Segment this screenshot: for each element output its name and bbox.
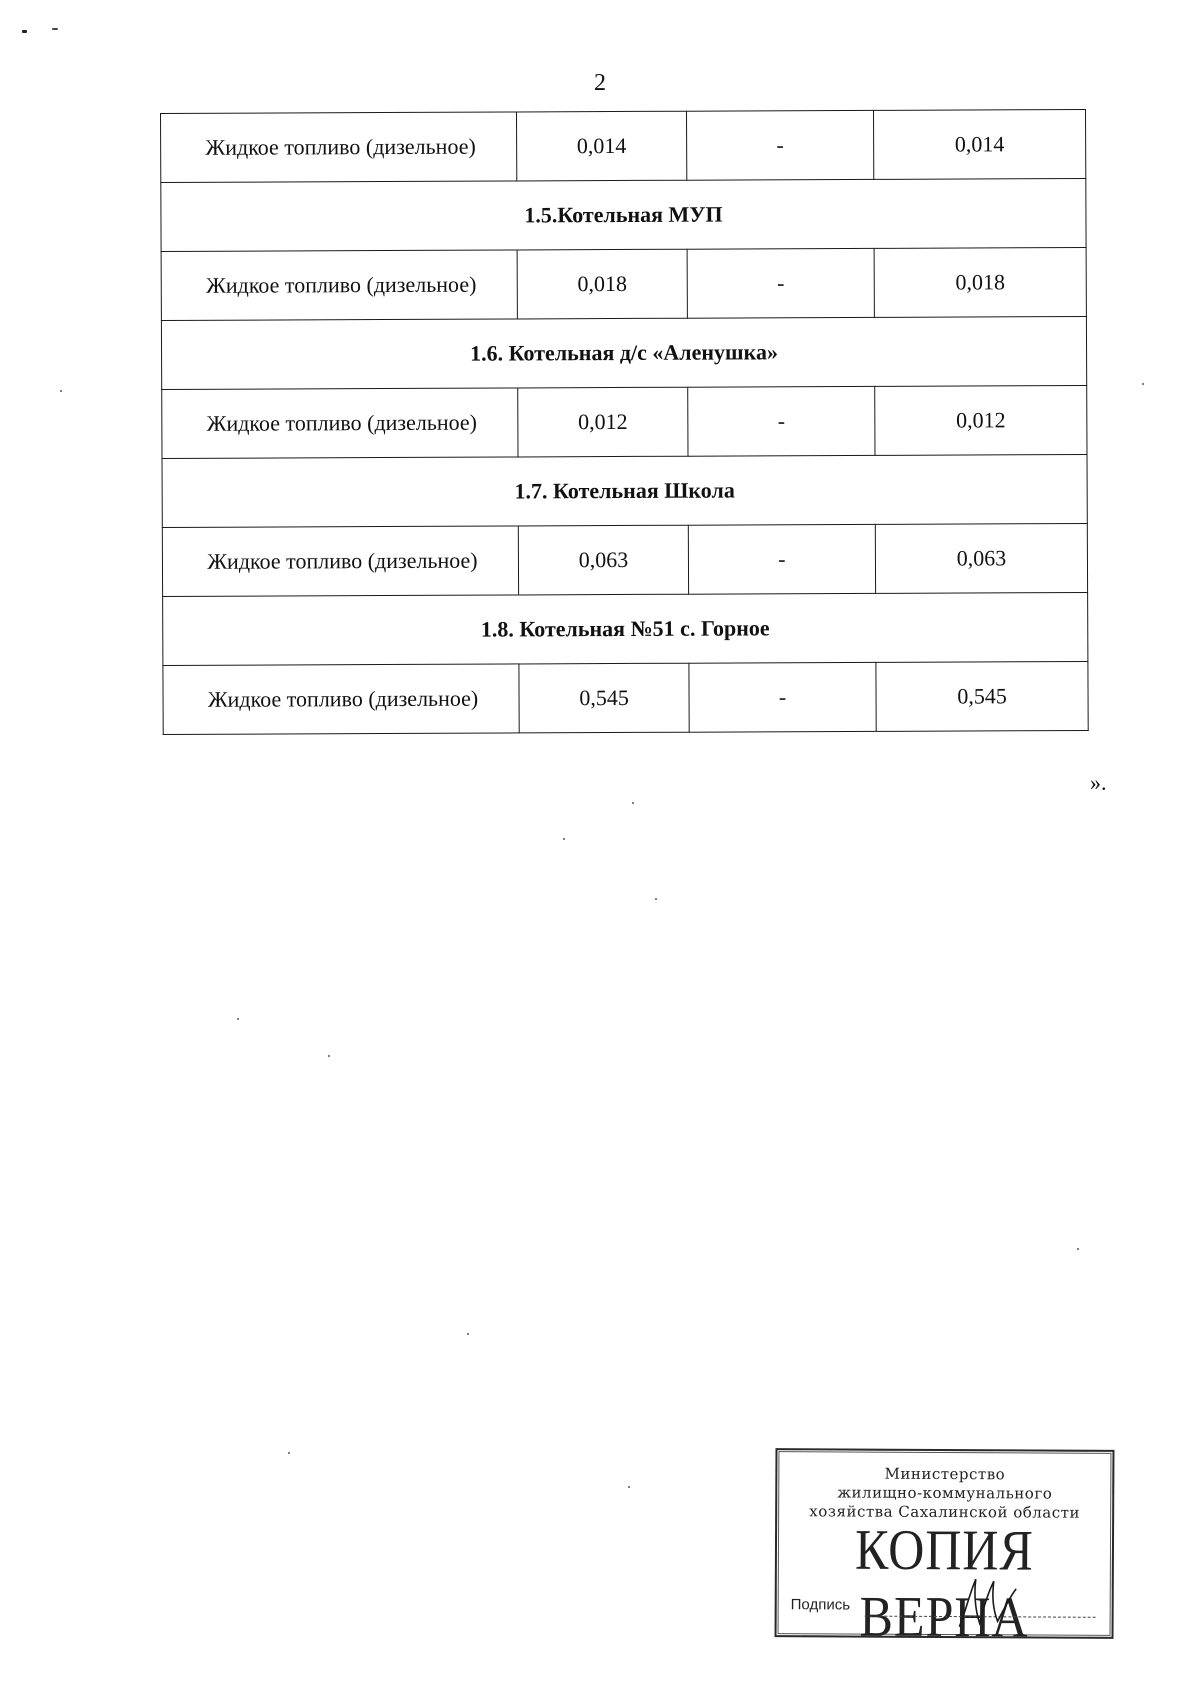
fuel-type-cell: Жидкое топливо (дизельное): [162, 526, 518, 597]
scan-speck: [1077, 1248, 1079, 1250]
stamp-ministry-line: жилищно-коммунального: [837, 1483, 1053, 1503]
scan-speck: [563, 838, 565, 840]
stamp-title: КОПИЯ ВЕРНА: [854, 1516, 1035, 1649]
scan-speck: [655, 898, 657, 900]
stamp-ministry-line: хозяйства Сахалинской области: [809, 1502, 1081, 1522]
table-row: [161, 109, 1086, 182]
scan-speck: [1142, 383, 1144, 385]
section-row: [163, 592, 1088, 665]
value-cell: -: [687, 248, 874, 318]
signature-label: Подпись: [790, 1596, 851, 1614]
closing-quote-mark: ».: [1090, 770, 1107, 795]
scan-speck: [467, 1333, 469, 1335]
value-cell: 0,063: [875, 523, 1087, 593]
section-header: 1.8. Котельная №51 с. Горное: [163, 592, 1088, 665]
value-cell: 0,018: [874, 247, 1086, 317]
scan-speck: [632, 802, 634, 804]
value-cell: -: [689, 662, 876, 732]
value-cell: 0,012: [875, 385, 1087, 455]
handwritten-signature: [952, 1571, 1022, 1631]
scan-speck: [628, 1486, 630, 1488]
scan-speck: [22, 30, 27, 33]
section-row: [161, 178, 1086, 251]
value-cell: 0,014: [873, 109, 1085, 179]
value-cell: 0,014: [516, 111, 686, 181]
fuel-type-cell: Жидкое топливо (дизельное): [161, 112, 517, 183]
section-row: [161, 316, 1086, 389]
section-row: [162, 454, 1087, 527]
table-row: [161, 247, 1086, 320]
scan-speck: [328, 1055, 330, 1057]
scan-speck: [60, 390, 62, 392]
value-cell: 0,018: [517, 249, 687, 319]
fuel-consumption-table: [160, 109, 1089, 735]
scan-speck: [288, 1452, 290, 1454]
value-cell: -: [688, 524, 875, 594]
section-header: 1.5.Котельная МУП: [161, 178, 1086, 251]
value-cell: 0,545: [876, 661, 1088, 731]
table-row: [163, 661, 1088, 734]
section-header: 1.7. Котельная Школа: [162, 454, 1087, 527]
scan-speck: [237, 1018, 239, 1020]
certified-copy-stamp: [775, 1448, 1115, 1649]
section-header: 1.6. Котельная д/с «Аленушка»: [161, 316, 1086, 389]
table-row: [162, 385, 1087, 458]
fuel-type-cell: Жидкое топливо (дизельное): [161, 250, 517, 321]
value-cell: -: [686, 110, 873, 180]
page-number: 2: [594, 70, 606, 96]
value-cell: 0,012: [518, 387, 688, 457]
value-cell: 0,545: [519, 663, 689, 733]
scan-speck: [52, 28, 58, 30]
fuel-type-cell: Жидкое топливо (дизельное): [162, 388, 518, 459]
table-row: [162, 523, 1087, 596]
value-cell: -: [688, 386, 875, 456]
value-cell: 0,063: [518, 525, 688, 595]
stamp-ministry-line: Министерство: [884, 1464, 1006, 1484]
fuel-type-cell: Жидкое топливо (дизельное): [163, 664, 519, 735]
